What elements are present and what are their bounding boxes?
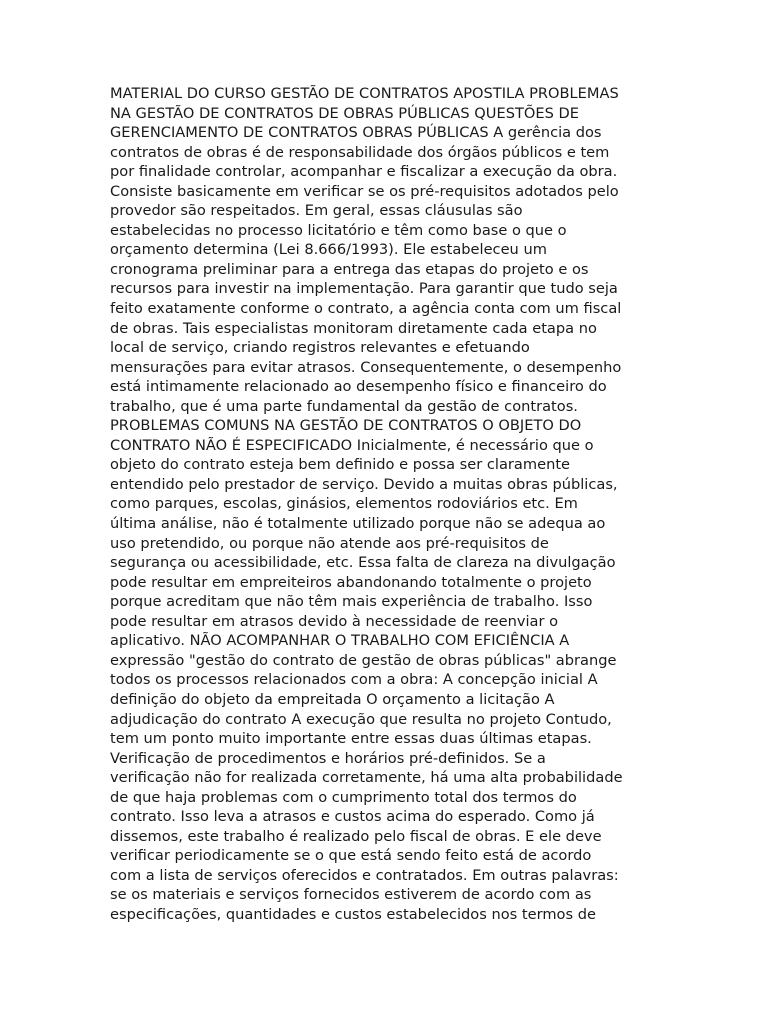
text-line: verificação não for realizada corretamente, há uma alta probabilidade (110, 769, 623, 787)
text-line: cronograma preliminar para a entrega das etapas do projeto e os (110, 260, 589, 278)
text-line: como parques, escolas, ginásios, elementos rodoviários etc. Em (110, 495, 578, 513)
text-line: última análise, não é totalmente utilizado porque não se adequa ao (110, 515, 606, 533)
body-text (110, 84, 670, 925)
text-line: PROBLEMAS COMUNS NA GESTÃO DE CONTRATOS O OBJETO DO (110, 417, 582, 435)
text-line: pode resultar em atrasos devido à necessidade de reenviar o (110, 612, 559, 630)
text-line: expressão "gestão do contrato de gestão de obras públicas" abrange (110, 651, 617, 669)
text-line: objeto do contrato esteja bem definido e possa ser claramente (110, 456, 571, 474)
text-line: estabelecidas no processo licitatório e têm como base o que o (110, 221, 567, 239)
text-line: Verificação de procedimentos e horários pré-definidos. Se a (110, 749, 546, 767)
text-line: provedor são respeitados. Em geral, essas cláusulas são (110, 202, 523, 220)
text-line: entendido pelo prestador de serviço. Devido a muitas obras públicas, (110, 475, 618, 493)
text-line: mensurações para evitar atrasos. Consequentemente, o desempenho (110, 358, 622, 376)
text-line: contrato. Isso leva a atrasos e custos acima do esperado. Como já (110, 808, 595, 826)
text-line: trabalho, que é uma parte fundamental da gestão de contratos. (110, 397, 578, 415)
text-line: todos os processos relacionados com a obra: A concepção inicial A (110, 671, 598, 689)
text-line: local de serviço, criando registros relevantes e efetuando (110, 339, 530, 357)
text-line: de que haja problemas com o cumprimento total dos termos do (110, 788, 577, 806)
text-line: GERENCIAMENTO DE CONTRATOS OBRAS PÚBLICAS A gerência dos (110, 124, 602, 142)
text-line: se os materiais e serviços fornecidos estiverem de acordo com as (110, 886, 592, 904)
text-line: por finalidade controlar, acompanhar e fiscalizar a execução da obra. (110, 163, 618, 181)
text-line: com a lista de serviços oferecidos e contratados. Em outras palavras: (110, 866, 619, 884)
text-line: dissemos, este trabalho é realizado pelo fiscal de obras. E ele deve (110, 827, 602, 845)
text-line: feito exatamente conforme o contrato, a agência conta com um fiscal (110, 300, 622, 318)
text-line: MATERIAL DO CURSO GESTÃO DE CONTRATOS APOSTILA PROBLEMAS (110, 85, 619, 102)
text-line: contratos de obras é de responsabilidade dos órgãos públicos e tem (110, 143, 610, 161)
text-line: pode resultar em empreiteiros abandonando totalmente o projeto (110, 573, 592, 591)
text-line: porque acreditam que não têm mais experiência de trabalho. Isso (110, 593, 593, 611)
text-line: tem um ponto muito importante entre essas duas últimas etapas. (110, 730, 592, 748)
text-line: verificar periodicamente se o que está sendo feito está de acordo (110, 847, 592, 865)
text-line: aplicativo. NÃO ACOMPANHAR O TRABALHO COM EFICIÊNCIA A (110, 632, 570, 650)
text-line: orçamento determina (Lei 8.666/1993). Ele estabeleceu um (110, 241, 547, 259)
text-line: adjudicação do contrato A execução que resulta no projeto Contudo, (110, 710, 612, 728)
text-line: de obras. Tais especialistas monitoram diretamente cada etapa no (110, 319, 597, 337)
text-line: NA GESTÃO DE CONTRATOS DE OBRAS PÚBLICAS QUESTÕES DE (110, 104, 579, 122)
text-line: segurança ou acessibilidade, etc. Essa falta de clareza na divulgação (110, 554, 616, 572)
text-line: especificações, quantidades e custos estabelecidos nos termos de (110, 905, 596, 923)
text-line: está intimamente relacionado ao desempenho físico e financeiro do (110, 378, 607, 396)
text-line: CONTRATO NÃO É ESPECIFICADO Inicialmente, é necessário que o (110, 436, 594, 454)
text-line: uso pretendido, ou porque não atende aos pré-requisitos de (110, 534, 549, 552)
text-line: Consiste basicamente em verificar se os pré-requisitos adotados pelo (110, 182, 619, 200)
text-line: definição do objeto da empreitada O orçamento a licitação A (110, 690, 555, 708)
text-line: recursos para investir na implementação. Para garantir que tudo seja (110, 280, 618, 298)
